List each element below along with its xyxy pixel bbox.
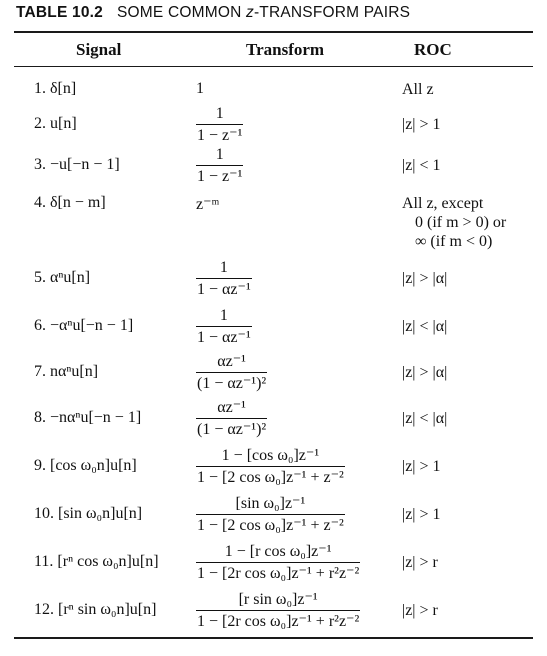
title-var: z [245,4,254,21]
row-roc [402,553,438,572]
transform-denominator: 1 − [2 cos ω₀]z⁻¹ + z⁻² [197,517,344,534]
row-signal [34,115,77,133]
roc-line: |z| > |α| [402,270,448,287]
roc-line: |z| < 1 [402,157,441,174]
signal-expr: [rⁿ cos ω₀n]u[n] [57,553,159,570]
row-roc [402,505,441,524]
transform-denominator: (1 − αz⁻¹)² [197,375,267,392]
transform-fraction [196,104,243,145]
roc-line: |z| > 1 [402,458,441,475]
fraction-bar [196,326,252,327]
fraction-bar [196,466,345,467]
fraction-bar [196,418,267,419]
transform-numerator: 1 [215,105,224,122]
row-number: 8. [34,409,46,426]
fraction-bar [196,165,243,166]
signal-expr: nαⁿu[n] [50,363,99,380]
row-roc [402,363,447,382]
transform-fraction [196,145,243,186]
row-roc [402,156,441,175]
row-roc [402,194,506,251]
row-number: 4. [34,194,46,211]
row-roc [402,457,441,476]
transform-numerator: [r sin ω₀]z⁻¹ [238,591,318,608]
signal-expr: −u[−n − 1] [50,156,120,173]
transform-numerator: 1 [219,259,228,276]
row-number: 9. [34,457,46,474]
transform-denominator: 1 − αz⁻¹ [197,281,251,298]
roc-line: All z, except [402,195,484,212]
transform-numerator: αz⁻¹ [217,399,246,416]
roc-line: |z| > r [402,602,438,619]
transform-denominator: 1 − z⁻¹ [197,127,243,144]
row-number: 2. [34,115,46,132]
row-signal [34,553,159,571]
fraction-bar [196,278,252,279]
title-post: -TRANSFORM PAIRS [253,4,411,21]
transform-fraction [196,352,267,393]
signal-expr: [cos ω₀n]u[n] [50,457,137,474]
fraction-bar [196,514,345,515]
row-signal [34,317,133,335]
top-rule [14,31,533,33]
transform-numerator: 1 [219,307,228,324]
header-transform: Transform [246,40,325,59]
row-number: 1. [34,80,46,97]
transform-fraction [196,306,252,347]
table-caption [16,4,410,22]
signal-expr: δ[n] [50,80,77,97]
row-signal [34,269,90,287]
row-roc [402,317,447,336]
transform-expr: z⁻ᵐ [196,196,220,213]
roc-line: All z [402,81,434,98]
row-number: 10. [34,505,54,522]
row-roc [402,115,441,134]
roc-line: |z| < |α| [402,410,448,427]
transform-denominator: 1 − [2 cos ω₀]z⁻¹ + z⁻² [197,469,344,486]
transform-fraction [196,446,345,487]
table-number: TABLE 10.2 [16,4,103,21]
transform-denominator: 1 − αz⁻¹ [197,329,251,346]
header-rule [14,66,533,67]
row-roc [402,269,447,288]
transform-numerator: 1 [215,146,224,163]
row-signal [34,80,76,98]
transform-denominator: (1 − αz⁻¹)² [197,421,267,438]
row-number: 3. [34,156,46,173]
transform-fraction [196,542,360,583]
transform-denominator: 1 − [2r cos ω₀]z⁻¹ + r²z⁻² [197,565,360,582]
row-number: 6. [34,317,46,334]
fraction-bar [196,562,360,563]
table-title [117,4,410,21]
row-number: 7. [34,363,46,380]
roc-line: |z| > |α| [402,364,448,381]
row-number: 12. [34,601,54,618]
row-roc [402,80,434,99]
row-roc [402,409,447,428]
header-signal: Signal [76,40,122,59]
bottom-rule [14,637,533,639]
transform-fraction [196,258,252,299]
transform-expr: 1 [196,80,204,97]
signal-expr: δ[n − m] [50,194,106,211]
row-roc [402,601,438,620]
roc-line: ∞ (if m < 0) [415,233,493,250]
signal-expr: −αⁿu[−n − 1] [50,317,134,334]
transform-denominator: 1 − z⁻¹ [197,168,243,185]
signal-expr: −nαⁿu[−n − 1] [50,409,142,426]
signal-expr: [sin ω₀n]u[n] [58,505,143,522]
transform-fraction [196,398,267,439]
transform-fraction [196,494,345,535]
row-signal [34,409,141,427]
roc-line: |z| > 1 [402,116,441,133]
fraction-bar [196,372,267,373]
transform-numerator: [sin ω₀]z⁻¹ [235,495,306,512]
transform-fraction [196,590,360,631]
signal-expr: [rⁿ sin ω₀n]u[n] [58,601,157,618]
row-signal [34,457,137,475]
transform-numerator: αz⁻¹ [217,353,246,370]
roc-line: |z| < |α| [402,318,448,335]
signal-expr: u[n] [50,115,77,132]
row-signal [34,156,120,174]
fraction-bar [196,124,243,125]
roc-line: |z| > 1 [402,506,441,523]
transform-numerator: 1 − [cos ω₀]z⁻¹ [221,447,320,464]
row-signal [34,505,142,523]
transform-numerator: 1 − [r cos ω₀]z⁻¹ [224,543,332,560]
row-number: 11. [34,553,54,570]
row-number: 5. [34,269,46,286]
roc-line: 0 (if m > 0) or [415,214,507,231]
fraction-bar [196,610,360,611]
signal-expr: αⁿu[n] [50,269,91,286]
row-signal [34,194,106,212]
title-pre: SOME COMMON [117,4,246,21]
header-roc: ROC [414,40,452,59]
row-signal [34,601,156,619]
transform-denominator: 1 − [2r cos ω₀]z⁻¹ + r²z⁻² [197,613,360,630]
roc-line: |z| > r [402,554,438,571]
row-signal [34,363,98,381]
